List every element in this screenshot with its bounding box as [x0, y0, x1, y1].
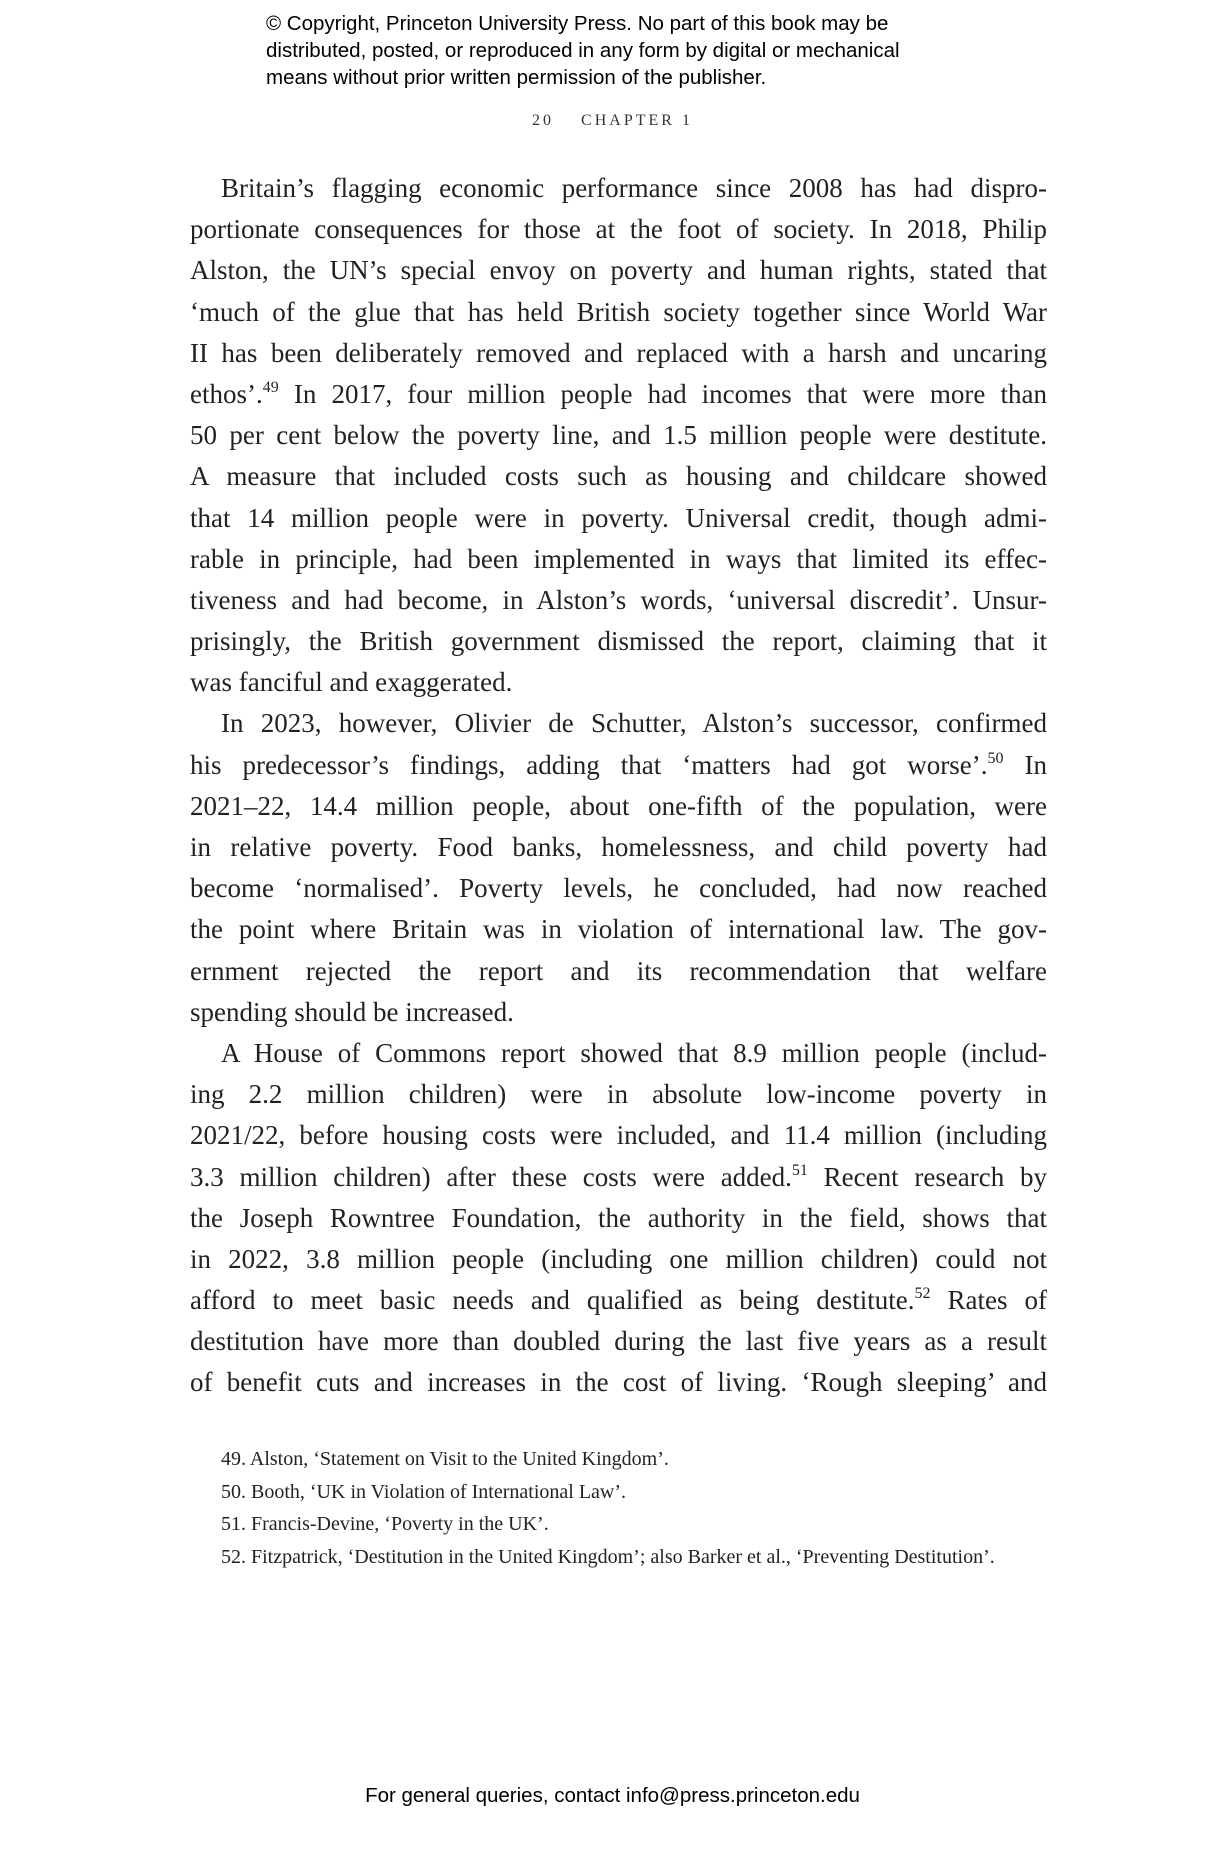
text-segment: Recent research by	[807, 1161, 1047, 1192]
footer-contact: For general queries, contact info@press.princeton.edu	[365, 1784, 860, 1807]
text-line: of benefit cuts and increases in the cost of living. ‘Rough sleeping’ and	[190, 1367, 1047, 1398]
page-number: 20	[532, 112, 555, 129]
text-line	[190, 1157, 1047, 1198]
text-line: tiveness and had become, in Alston’s words, ‘universal discredit’. Unsur-	[190, 584, 1047, 615]
text-line: A House of Commons report showed that 8.9 million people (includ-	[221, 1037, 1047, 1068]
text-segment: Rates of	[930, 1285, 1047, 1316]
paragraph	[190, 703, 1047, 1033]
text-line: destitution have more than doubled during the last five years as a result	[190, 1326, 1047, 1357]
text-line	[190, 1280, 1047, 1321]
text-line: Alston, the UN’s special envoy on poverty and human rights, stated that	[190, 255, 1047, 286]
text-line: the point where Britain was in violation of international law. The gov-	[190, 914, 1047, 945]
text-line: 2021/22, before housing costs were included, and 11.4 million (including	[190, 1120, 1047, 1151]
text-line: in 2022, 3.8 million people (including one million children) could not	[190, 1243, 1047, 1274]
text-line: In 2023, however, Olivier de Schutter, Alston’s successor, confirmed	[221, 708, 1047, 739]
text-line: rable in principle, had been implemented in ways that limited its effec-	[190, 543, 1047, 574]
text-segment: In	[1003, 749, 1047, 780]
text-line: A measure that included costs such as housing and childcare showed	[190, 461, 1047, 492]
copyright-notice	[266, 10, 900, 91]
text-line: was fanciful and exaggerated.	[190, 667, 513, 698]
text-line: Britain’s flagging economic performance since 2008 has had dispro-	[221, 173, 1047, 203]
chapter-title: CHAPTER 1	[581, 112, 693, 129]
text-line: become ‘normalised’. Poverty levels, he concluded, had now reached	[190, 873, 1047, 904]
paragraph	[190, 1033, 1047, 1404]
text-line: that 14 million people were in poverty. Universal credit, though admi-	[190, 502, 1047, 533]
text-line	[190, 745, 1047, 786]
running-head	[0, 112, 1225, 130]
copyright-line: © Copyright, Princeton University Press. No part of this book may be	[266, 12, 889, 35]
footnote: 50. Booth, ‘UK in Violation of International Law’.	[221, 1480, 627, 1503]
text-line: 50 per cent below the poverty line, and 1.5 million people were destitute.	[190, 420, 1047, 451]
text-segment: ethos’.	[190, 378, 263, 409]
paragraph	[190, 168, 1047, 703]
copyright-line: means without prior written permission of the publisher.	[266, 66, 767, 89]
footnote-marker: 51	[791, 1161, 808, 1179]
footnote-marker: 50	[987, 749, 1004, 767]
text-line: II has been deliberately removed and replaced with a harsh and uncaring	[190, 337, 1047, 368]
body-text	[190, 168, 1047, 1404]
text-line: in relative poverty. Food banks, homelessness, and child poverty had	[190, 832, 1047, 862]
text-line: ernment rejected the report and its recommendation that welfare	[190, 955, 1047, 986]
text-line: ing 2.2 million children) were in absolute low-income poverty in	[190, 1079, 1047, 1110]
text-line	[190, 374, 1047, 415]
text-segment: 3.3 million children) after these costs were added.	[190, 1161, 792, 1192]
footnote: 52. Fitzpatrick, ‘Destitution in the United Kingdom’; also Barker et al., ‘Preventing Destitution’.	[221, 1546, 995, 1569]
text-line: spending should be increased.	[190, 996, 514, 1027]
text-line: 2021–22, 14.4 million people, about one-fifth of the population, were	[190, 790, 1047, 821]
text-line: prisingly, the British government dismissed the report, claiming that it	[190, 626, 1047, 657]
text-line: ‘much of the glue that has held British society together since World War	[190, 296, 1047, 327]
text-line: the Joseph Rowntree Foundation, the authority in the field, shows that	[190, 1202, 1047, 1233]
footnote-marker: 52	[914, 1285, 931, 1303]
text-segment: afford to meet basic needs and qualified as being destitute.	[190, 1285, 915, 1316]
text-segment: In 2017, four million people had incomes that were more than	[278, 378, 1047, 409]
footnote-marker: 49	[262, 378, 279, 396]
footnotes	[190, 1443, 1047, 1574]
text-line: portionate consequences for those at the foot of society. In 2018, Philip	[190, 214, 1047, 245]
text-segment: his predecessor’s findings, adding that ‘matters had got worse’.	[190, 749, 988, 780]
footnote: 49. Alston, ‘Statement on Visit to the United Kingdom’.	[221, 1448, 669, 1470]
footnote: 51. Francis-Devine, ‘Poverty in the UK’.	[221, 1513, 549, 1536]
copyright-line: distributed, posted, or reproduced in any form by digital or mechanical	[266, 39, 900, 62]
